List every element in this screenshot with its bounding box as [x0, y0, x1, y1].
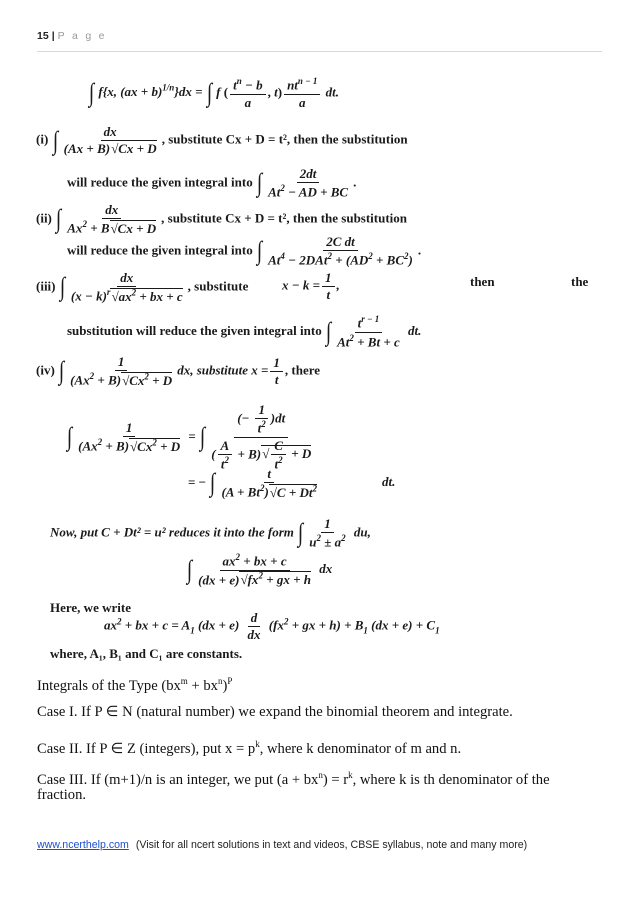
here-text: Here, we write	[50, 600, 131, 615]
item-iv-label: (iv)	[36, 362, 55, 378]
page-word: P a g e	[57, 30, 107, 42]
page-number: 15	[37, 30, 49, 42]
item-i-line1: (i) ∫ $\frac{dx}{(Ax + B)√Cx + D}$ , substitute Cx + D = t², then the substitution	[36, 124, 408, 157]
item-iv-derivation-1: ∫ $\frac{1}{(Ax^2 + B)√Cx^2 + D}$ = ∫ (− $\frac{1}{t^2}$ )dt ( $\frac{A}{t^2}$ + B)√ $\frac{C}{t^2}$ + D	[66, 402, 312, 472]
item-i-line2: will reduce the given integral into ∫ $\frac{2dt}{At^2 - AD + BC}$ .	[67, 166, 357, 200]
now-line: Now, put C + Dt² = u² reduces it into the form ∫ $\frac{1}{u^2 \pm a^2}$ du,	[50, 516, 371, 550]
case-1: Case I. If P ∈ N (natural number) we expand the binomial theorem and integrate.	[37, 704, 513, 720]
item-ii-text1: , substitute Cx + D = t², then the substitution	[161, 210, 408, 226]
formula-line-0: ∫ f{x, (ax + b)$^{1/n}$}dx = ∫ f ( $\frac{t^n - b}{a}$ , t) $\frac{nt^{n - 1}}{a}$ dt.	[88, 76, 339, 110]
where-text: where, A₁, B₁ and C₁ are constants.	[50, 646, 243, 661]
general-integral: ∫ $\frac{ax^2 + bx + c}{(dx + e)√fx^2 + gx + h}$ dx	[186, 552, 333, 587]
item-iv-text2: , there	[284, 362, 321, 378]
case-3-continued: fraction.	[37, 787, 87, 803]
page-footer	[37, 839, 527, 851]
item-i-text1: , substitute Cx + D = t², then the substitution	[161, 131, 408, 147]
here-equation: $ax^2$ + bx + $c = A_1$ (dx + e) $\frac{d}{dx}$ ($fx^2$ + gx + $h) + B_1$ $(dx + e) + C_1$	[104, 610, 440, 643]
scanned-math-image	[36, 58, 602, 670]
item-i-label: (i)	[36, 131, 49, 147]
item-ii-line2: will reduce the given integral into ∫ $\frac{\text{2C dt}}{At^4 - 2DAt^2 + (AD^2 + BC^2)}$ .	[67, 234, 422, 268]
type-heading: Integrals of the Type $(bx^m + bx^n)^P$	[37, 676, 233, 694]
case-2: Case II. If P ∈ Z (integers), put $x = p^k$, where k denominator of m and n.	[37, 739, 462, 757]
item-iii-line1: (iii) ∫ $\frac{dx}{(x - k)^r√ax^2 + bx + c}$ , substitute	[36, 270, 249, 304]
item-iii-label: (iii)	[36, 278, 56, 294]
item-iii-the: the	[571, 274, 589, 289]
item-iv-line1: (iv) ∫ $\frac{1}{(Ax^2 + B)√Cx^2 + D}$ dx, substitute x = $\frac{1}{t}$ , there	[36, 354, 321, 388]
item-iii-sub: x − k = $\frac{1}{t}$ ,	[282, 270, 340, 303]
page-header	[37, 30, 602, 52]
item-iii-text5: substitution will reduce the given integral into	[67, 323, 322, 339]
item-iii-line2: substitution will reduce the given integral into ∫ $\frac{t^{r - 1}}{At^2 + Bt + c}$ dt.	[67, 314, 422, 349]
now-text: Now, put C + Dt² = u² reduces it into the form	[50, 524, 294, 540]
item-ii-text2: will reduce the given integral into	[67, 242, 253, 258]
footer-note: (Visit for all ncert solutions in text and videos, CBSE syllabus, note and many more)	[135, 839, 528, 851]
item-ii-label: (ii)	[36, 210, 52, 226]
item-iii-text1: , substitute	[187, 278, 249, 294]
case-3: Case III. If (m+1)/n is an integer, we put $(a + bx^n) = r^k$, where k is th denominator of the	[37, 770, 550, 788]
item-iii-then: then	[470, 274, 495, 289]
item-iv-text1: dx, substitute x =	[177, 362, 269, 378]
item-iv-derivation-2: = − ∫ $\frac{t}{(A + Bt^2)√C + Dt^2}$ dt.	[188, 466, 396, 500]
item-i-text2: will reduce the given integral into	[67, 174, 253, 190]
site-link[interactable]: www.ncerthelp.com	[37, 839, 129, 851]
item-ii-line1: (ii) ∫ $\frac{dx}{Ax^2 + B√Cx + D}$ , substitute Cx + D = t², then the substitution	[36, 202, 408, 236]
header-separator: |	[51, 30, 55, 42]
